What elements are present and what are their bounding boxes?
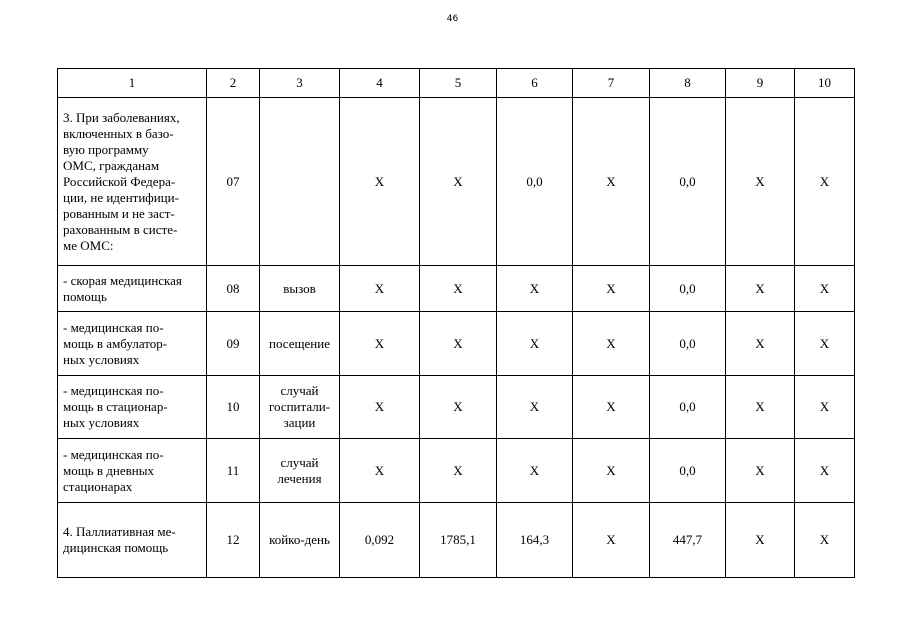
value-cell: 0,0: [650, 266, 726, 312]
value-cell: Х: [420, 312, 497, 376]
value-cell: Х: [573, 439, 650, 503]
row-name-line: - медицинская по-: [63, 446, 164, 462]
value-cell: Х: [795, 503, 855, 578]
value-cell: Х: [340, 439, 420, 503]
row-unit-line: зации: [283, 415, 316, 430]
header-row: [58, 69, 855, 98]
row-unit-cell: [260, 439, 340, 503]
row-unit-cell: [260, 503, 340, 578]
value-cell: 0,092: [340, 503, 420, 578]
row-unit-line: случай: [280, 454, 319, 470]
row-name-line: 3. При заболеваниях,: [63, 109, 180, 125]
row-name-line: ных условиях: [63, 415, 140, 430]
value-cell: 0,0: [650, 98, 726, 266]
row-code-cell: 09: [207, 312, 260, 376]
value-cell: 0,0: [650, 312, 726, 376]
value-cell: Х: [573, 376, 650, 439]
table-row: [58, 312, 855, 376]
row-name-line: ных условиях: [63, 351, 140, 367]
value-cell: Х: [573, 98, 650, 266]
row-name-line: вую программу: [63, 141, 149, 157]
value-cell: 1785,1: [420, 503, 497, 578]
value-cell: Х: [573, 266, 650, 312]
row-name-cell: [58, 312, 207, 376]
row-name-line: ме ОМС:: [63, 237, 114, 253]
value-cell: Х: [497, 439, 573, 503]
row-name-line: 4. Паллиативная ме-: [63, 524, 176, 539]
value-cell: Х: [795, 98, 855, 266]
row-name-line: - медицинская по-: [63, 383, 164, 398]
table-row: [58, 98, 855, 266]
value-cell: Х: [497, 312, 573, 376]
row-unit-line: случай: [280, 383, 319, 398]
value-cell: Х: [497, 376, 573, 439]
header-cell: 2: [207, 69, 260, 98]
value-cell: Х: [340, 312, 420, 376]
value-cell: 164,3: [497, 503, 573, 578]
row-unit-cell: [260, 266, 340, 312]
value-cell: Х: [726, 312, 795, 376]
value-cell: Х: [573, 312, 650, 376]
header-cell: 5: [420, 69, 497, 98]
row-name-cell: [58, 98, 207, 266]
row-name-line: - скорая медицинская: [63, 272, 182, 288]
row-unit-line: лечения: [277, 470, 322, 486]
value-cell: Х: [795, 312, 855, 376]
data-table: [57, 68, 855, 578]
table-row: [58, 439, 855, 503]
value-cell: 0,0: [650, 376, 726, 439]
row-unit-line: вызов: [283, 280, 316, 296]
row-code-cell: 11: [207, 439, 260, 503]
header-cell: 7: [573, 69, 650, 98]
row-unit-line: койко-день: [269, 532, 330, 547]
value-cell: 447,7: [650, 503, 726, 578]
header-cell: 8: [650, 69, 726, 98]
page-number: 46: [446, 14, 459, 24]
value-cell: Х: [726, 266, 795, 312]
row-name-line: ции, не идентифици-: [63, 189, 179, 205]
value-cell: Х: [726, 376, 795, 439]
value-cell: Х: [726, 439, 795, 503]
row-name-line: Российской Федера-: [63, 173, 176, 189]
row-name-line: ОМС, гражданам: [63, 157, 160, 173]
value-cell: Х: [420, 376, 497, 439]
row-name-line: помощь: [63, 288, 107, 304]
value-cell: Х: [497, 266, 573, 312]
row-name-line: включенных в базо-: [63, 125, 174, 141]
row-code-cell: 08: [207, 266, 260, 312]
row-unit-line: госпитали-: [268, 399, 330, 414]
header-cell: 1: [58, 69, 207, 98]
header-cell: 3: [260, 69, 340, 98]
row-name-line: мощь в амбулатор-: [63, 335, 168, 351]
value-cell: Х: [726, 503, 795, 578]
value-cell: Х: [420, 439, 497, 503]
row-name-cell: [58, 266, 207, 312]
value-cell: Х: [573, 503, 650, 578]
value-cell: 0,0: [497, 98, 573, 266]
row-code-cell: 07: [207, 98, 260, 266]
row-name-line: мощь в дневных: [63, 462, 154, 478]
table-row: [58, 376, 855, 439]
row-name-cell: [58, 376, 207, 439]
header-cell: 9: [726, 69, 795, 98]
value-cell: Х: [340, 376, 420, 439]
value-cell: Х: [340, 266, 420, 312]
row-name-line: дицинская помощь: [63, 540, 169, 555]
value-cell: Х: [420, 266, 497, 312]
value-cell: Х: [795, 266, 855, 312]
header-cell: 6: [497, 69, 573, 98]
row-name-line: стационарах: [63, 478, 133, 494]
row-code-cell: 10: [207, 376, 260, 439]
value-cell: Х: [726, 98, 795, 266]
row-code-cell: 12: [207, 503, 260, 578]
row-name-line: мощь в стационар-: [63, 399, 168, 414]
row-unit-cell: [260, 98, 340, 266]
header-cell: 10: [795, 69, 855, 98]
row-name-cell: [58, 439, 207, 503]
value-cell: 0,0: [650, 439, 726, 503]
row-unit-cell: [260, 312, 340, 376]
table-row: [58, 266, 855, 312]
row-name-line: рованным и не заст-: [63, 205, 175, 221]
row-unit-line: посещение: [269, 335, 330, 351]
header-cell: 4: [340, 69, 420, 98]
row-name-line: рахованным в систе-: [63, 221, 178, 237]
table-row: [58, 503, 855, 578]
row-name-cell: [58, 503, 207, 578]
value-cell: Х: [795, 376, 855, 439]
value-cell: Х: [795, 439, 855, 503]
value-cell: Х: [420, 98, 497, 266]
row-name-line: - медицинская по-: [63, 319, 164, 335]
value-cell: Х: [340, 98, 420, 266]
row-unit-cell: [260, 376, 340, 439]
